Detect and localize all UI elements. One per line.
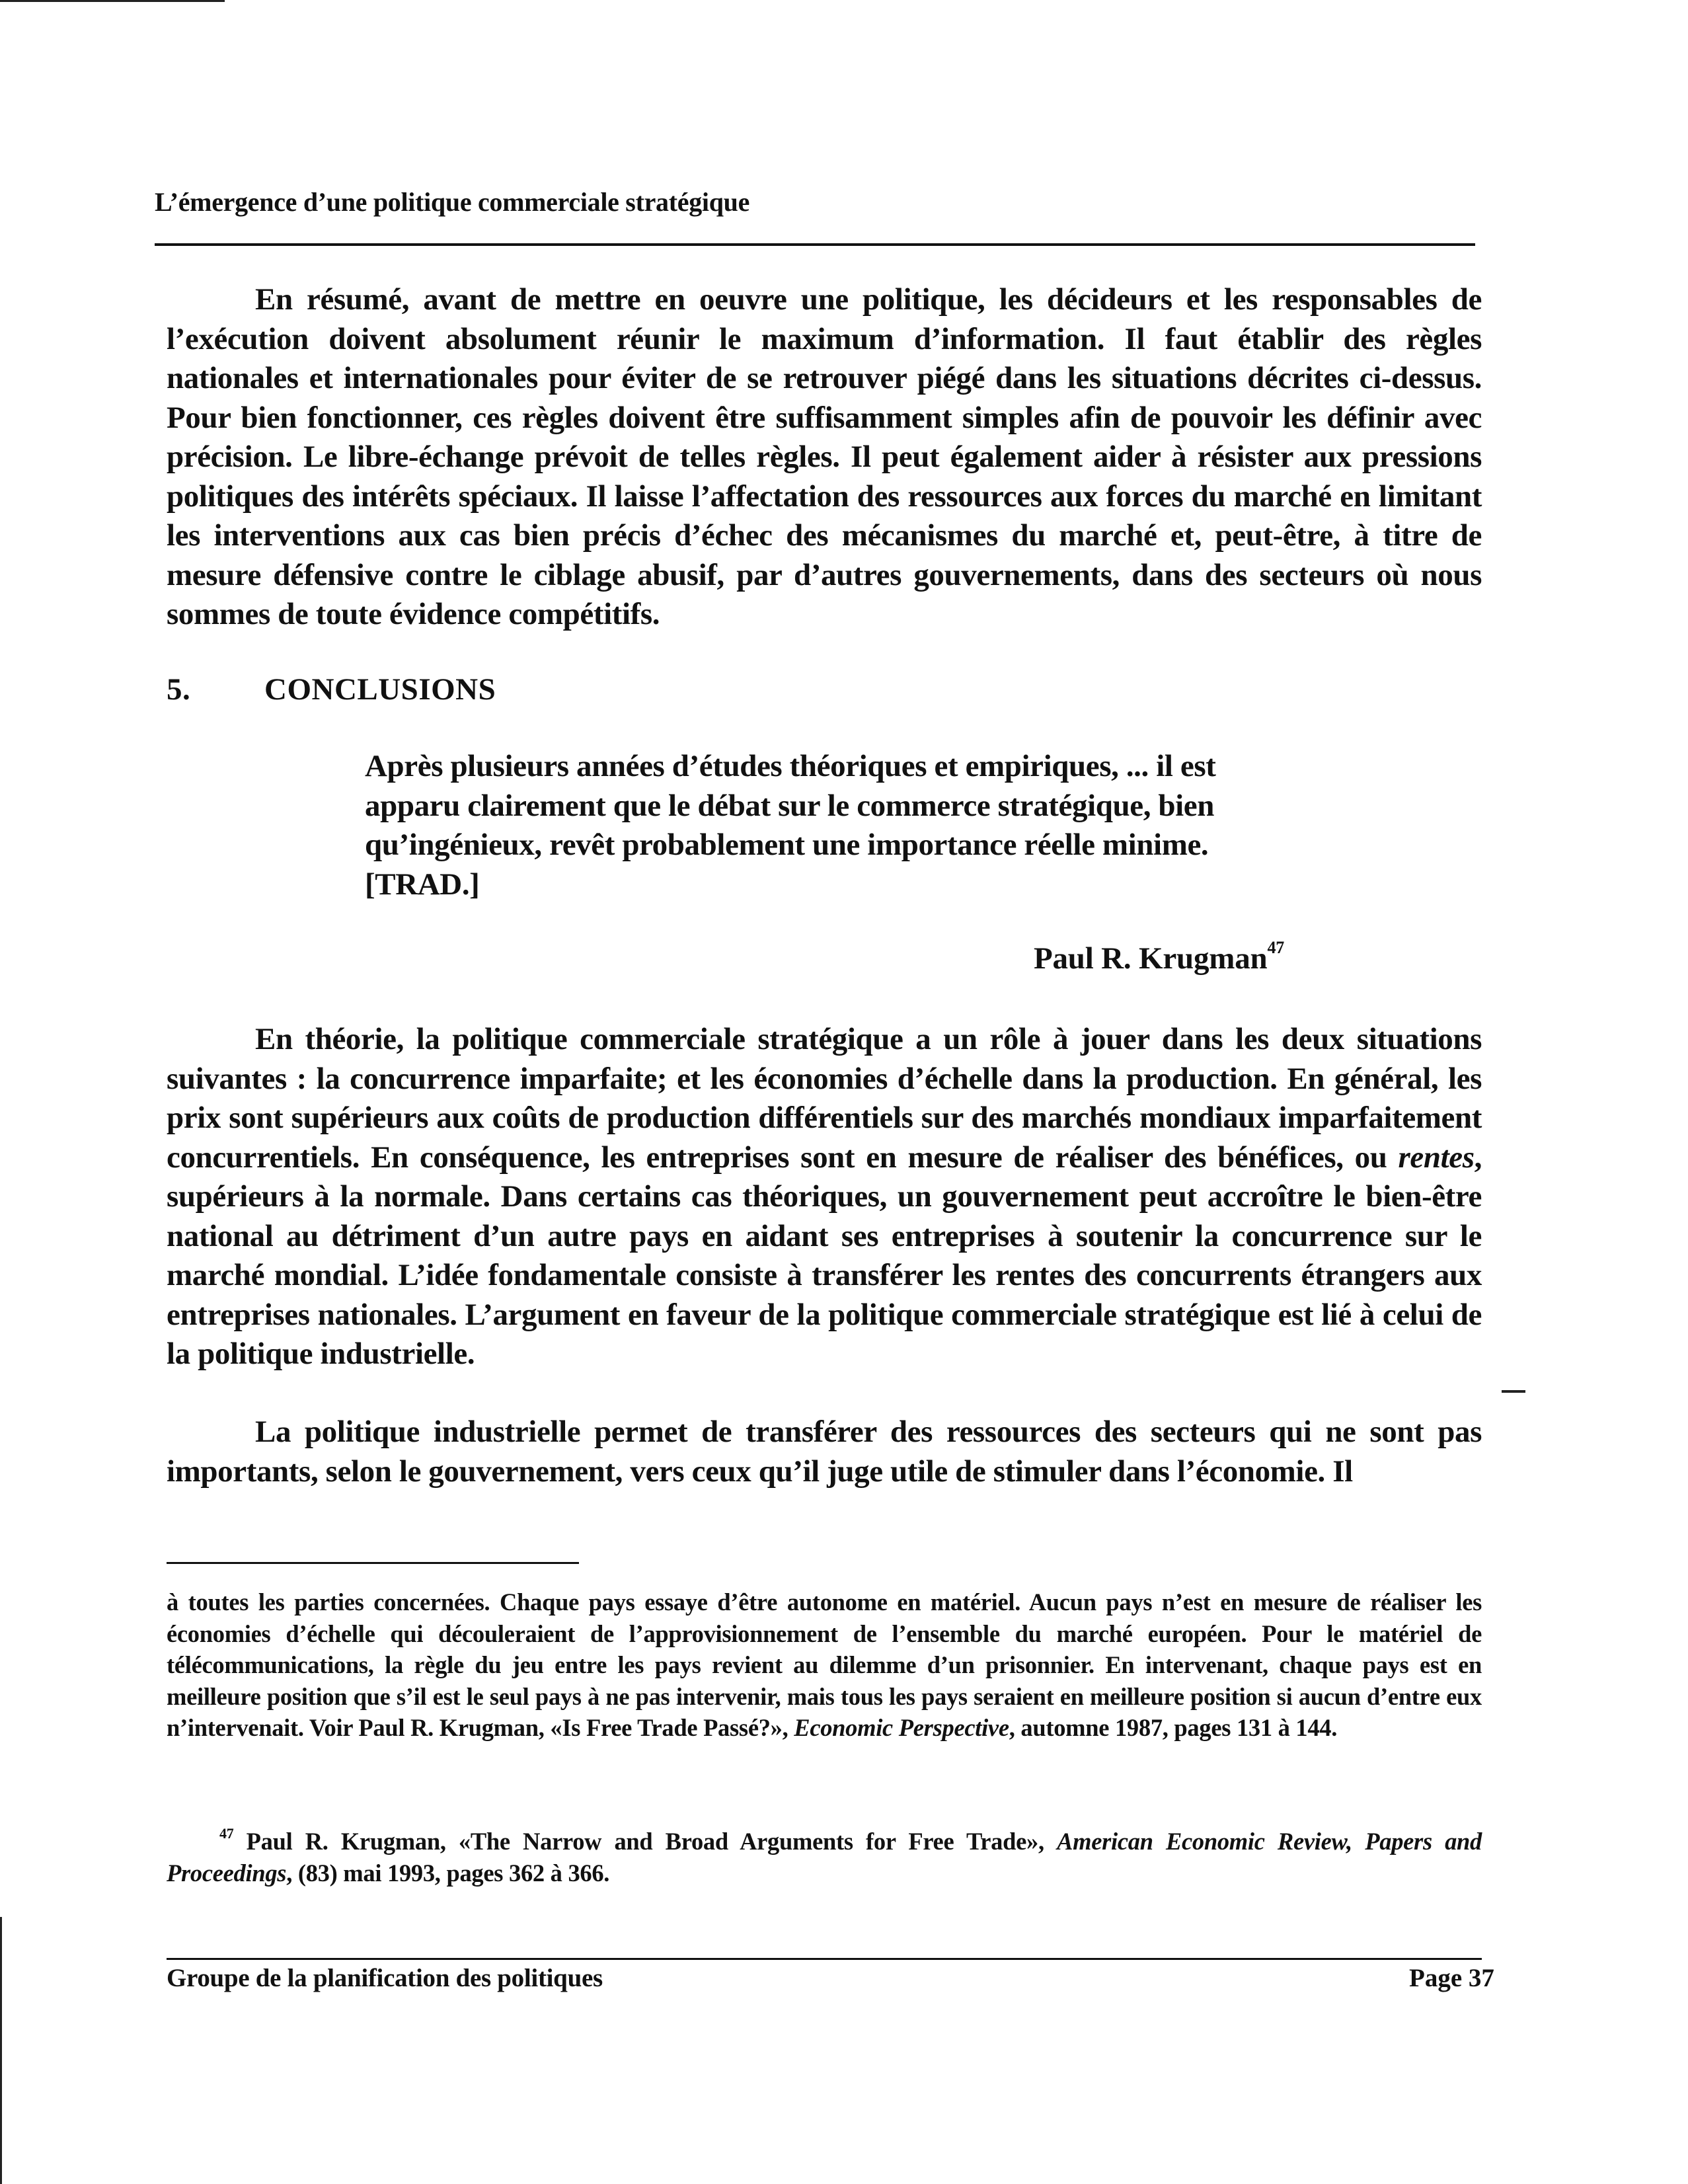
epigraph-attribution (1034, 938, 1285, 976)
footer-organization: Groupe de la planification des politiques (167, 1964, 603, 1992)
emphasis-term: rentes (1398, 1140, 1475, 1175)
body-paragraph (167, 1020, 1482, 1374)
footnote-47 (167, 1820, 1482, 1889)
section-number: 5. (167, 672, 191, 707)
footnote-reference: 47 (1267, 938, 1285, 958)
section-title: CONCLUSIONS (264, 672, 496, 707)
scan-edge-mark (0, 1917, 2, 2184)
section-heading (167, 672, 496, 707)
running-header: L’émergence d’une politique commerciale stratégique (155, 187, 750, 217)
body-paragraph: En résumé, avant de mettre en oeuvre une politique, les décideurs et les responsables de l’exécution doivent absolument réunir le maximum d’information. Il faut établir des règles nationales et internationales pour éviter de se retrouver piégé dans les situations décrites ci-dessus. Pour bien fonctionner, ces règles doivent être suffisamment simples afin de pouvoir les définir avec précision. Le libre-échange prévoit de telles règles. Il peut également aider à résister aux pressions politiques des intérêts spéciaux. Il laisse l’affectation des ressources aux forces du marché en limitant les interventions aux cas bien précis d’échec des mécanismes du marché et, peut-être, à titre de mesure défensive contre le ciblage abusif, par d’autres gouvernements, dans des secteurs où nous sommes de toute évidence compétitifs. (167, 282, 1482, 631)
footer-rule (167, 1958, 1482, 1960)
scan-edge-mark (0, 0, 225, 2)
epigraph-author: Paul R. Krugman (1034, 941, 1268, 976)
footnote-text: à toutes les parties concernées. Chaque pays essaye d’être autonome en matériel. Aucun pays n’est en mesure de réaliser les économies d’échelle qui découleraient de l’approvisionnement de l’ensemble du marché européen. Pour le matériel de télécommunications, la règle du jeu entre les pays revient au dilemme d’un prisonnier. En intervenant, chaque pays est en meilleure position que s’il est le seul pays à ne pas intervenir, mais tous les pays seraient en meilleure position si aucun d’entre eux n’intervenait. Voir Paul R. Krugman, «Is Free Trade Passé?», (167, 1588, 1482, 1741)
footnote-text: , (83) mai 1993, pages 362 à 366. (286, 1859, 610, 1887)
paragraph-text: , supérieurs à la normale. Dans certains cas théoriques, un gouvernement peut accroître le bien-être national au détriment d’un autre pays en aidant ses entreprises à soutenir la concurrence sur le marché mondial. L’idée fondamentale consiste à transférer les rentes des concurrents étrangers aux entreprises nationales. L’argument en faveur de la politique commerciale stratégique est lié à celui de la politique industrielle. (167, 1140, 1482, 1371)
footnote-text: , automne 1987, pages 131 à 144. (1009, 1714, 1338, 1741)
scan-speck (1502, 1390, 1525, 1393)
body-paragraph: La politique industrielle permet de transférer des ressources des secteurs qui ne sont pas importants, selon le gouvernement, vers ceux qu’il juge utile de stimuler dans l’économie. Il (167, 1415, 1482, 1489)
epigraph-quote: Après plusieurs années d’études théoriques et empiriques, ... il est apparu clairement que le débat sur le commerce stratégique, bien qu’ingénieux, revêt probablement une importance réelle minime. [TRAD.] (365, 749, 1216, 902)
footnote-citation-title: American Economic Review, Papers and Proceedings (167, 1828, 1482, 1887)
footnote-continued (167, 1586, 1482, 1744)
footnote-citation-title: Economic Perspective (794, 1714, 1009, 1741)
page-number: Page 37 (1409, 1964, 1494, 1992)
footnote-number: 47 (219, 1825, 234, 1842)
paragraph-text: En théorie, la politique commerciale stratégique a un rôle à jouer dans les deux situations suivantes : la concurrence imparfaite; et les économies d’échelle dans la production. En général, les prix sont supérieurs aux coûts de production différentiels sur des marchés mondiaux imparfaitement concurrentiels. En conséquence, les entreprises sont en mesure de réaliser des bénéfices, ou (167, 1022, 1482, 1175)
header-rule (155, 243, 1475, 246)
footnote-text: Paul R. Krugman, «The Narrow and Broad Arguments for Free Trade», (233, 1828, 1057, 1855)
footnote-separator (167, 1562, 579, 1564)
